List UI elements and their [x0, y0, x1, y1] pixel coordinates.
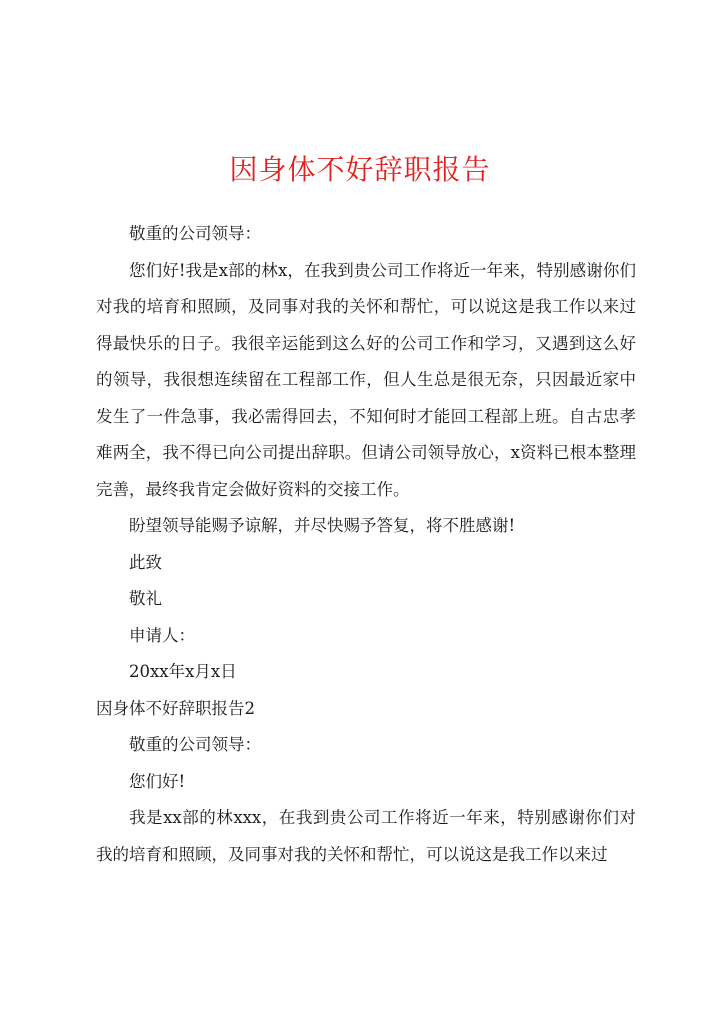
body-paragraph: 盼望领导能赐予谅解，并尽快赐予答复，将不胜感谢! [129, 516, 516, 535]
body-paragraph: 我是xx部的林xxx，在我到贵公司工作将近一年来，特别感谢你们对我的培育和照顾，及同事对我的关怀和帮忙，可以说这是我工作以来过 [96, 808, 636, 864]
closing-line: 敬礼 [129, 589, 162, 608]
greeting: 您们好! [129, 771, 186, 791]
signature-label: 申请人： [129, 625, 195, 645]
salutation: 敬重的公司领导： [129, 735, 261, 754]
section-heading: 因身体不好辞职报告2 [96, 698, 255, 718]
closing-line: 此致 [129, 552, 162, 572]
date-line: 20xx年x月x日 [129, 662, 237, 681]
body-paragraph: 您们好!我是x部的林x，在我到贵公司工作将近一年来，特别感谢你们对我的培育和照顾，及同事对我的关怀和帮忙，可以说这是我工作以来过得最快乐的日子。我很辛运能到这么好的公司工作和学习，又遇到这么好的领导，我很想连续留在工程部工作，但人生总是很无奈，只因最近家中发生了一件急事，我必需得回去，不知何时才能回工程部上班。自古忠孝难两全，我不得已向公司提出辞职。但请公司领导放心，x资料已根本整理完善，最终我肯定会做好资料的交接工作。 [96, 260, 636, 499]
salutation: 敬重的公司领导： [129, 224, 261, 243]
document-title: 因身体不好辞职报告 [229, 153, 491, 186]
document-body [96, 216, 636, 873]
